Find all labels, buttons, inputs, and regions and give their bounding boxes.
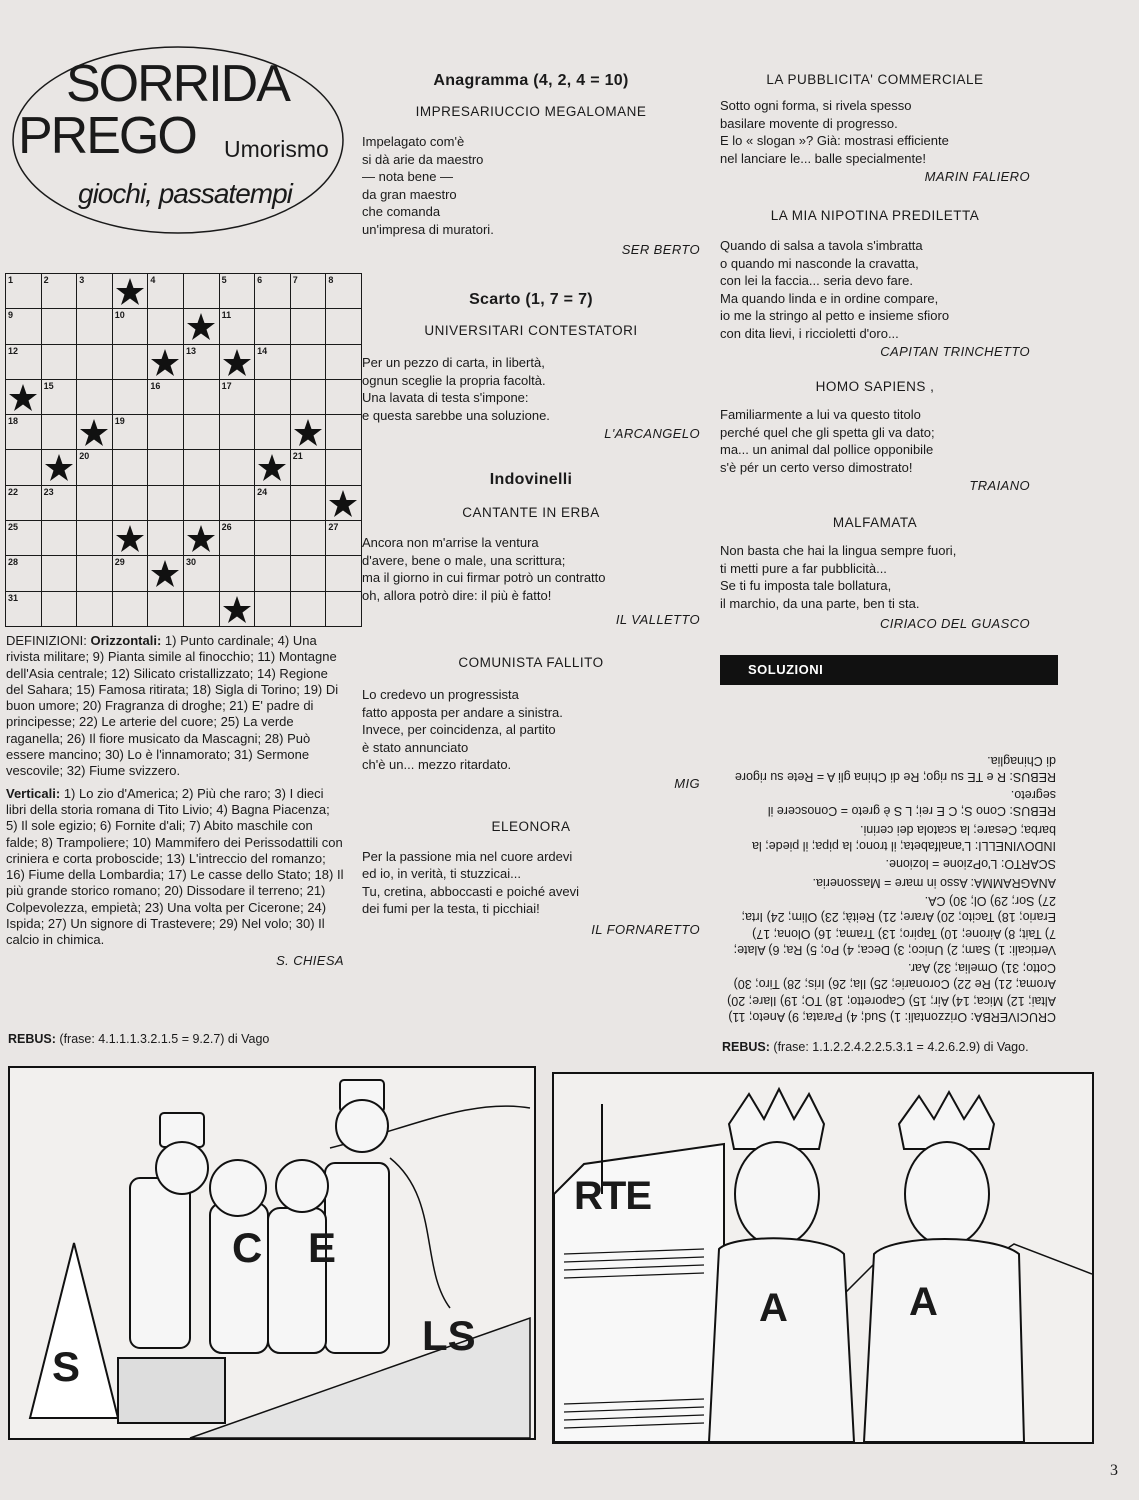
rebus-left-letter-s: S bbox=[52, 1343, 81, 1390]
grid-number: 30 bbox=[185, 557, 196, 568]
grid-number: 5 bbox=[221, 275, 227, 285]
defs-intro: DEFINIZIONI: bbox=[6, 633, 87, 648]
grid-cell-black bbox=[6, 379, 42, 414]
rebus-left-text: (frase: 4.1.1.1.3.2.1.5 = 9.2.7) di Vago bbox=[59, 1032, 270, 1046]
scarto-signature: L'ARCANGELO bbox=[604, 426, 700, 441]
grid-number: 18 bbox=[8, 416, 19, 427]
grid-cell bbox=[112, 591, 148, 626]
grid-cell bbox=[255, 556, 291, 591]
grid-cell bbox=[77, 274, 113, 309]
verse-line: nel lanciare le... balle specialmente! bbox=[720, 150, 926, 166]
grid-cell bbox=[41, 379, 77, 414]
grid-cell bbox=[148, 521, 184, 556]
verse-line: ognun sceglie la propria facoltà. bbox=[362, 372, 546, 388]
scarto-title: Scarto (1, 7 = 7) bbox=[469, 291, 593, 308]
grid-cell bbox=[77, 450, 113, 485]
grid-number: 4 bbox=[150, 275, 156, 285]
verse-line: dei fumi per la testa, ti picchiai! bbox=[362, 901, 540, 916]
solution-entry: REBUS: R e TE su rigo; Re di China gli A = Rete su rigore di Chinaglia. bbox=[734, 753, 1056, 784]
grid-number: 23 bbox=[43, 486, 54, 497]
verse-line: Lo credevo un progressista bbox=[362, 687, 519, 702]
verse-line: perché quel che gli spetta gli va dato; bbox=[720, 424, 935, 440]
verse-line: d'avere, bene o male, una scrittura; bbox=[362, 552, 566, 568]
anagramma-verse bbox=[362, 133, 700, 238]
verse-line: da gran maestro bbox=[362, 186, 457, 202]
defs-orizz-label: Orizzontali: bbox=[90, 633, 162, 648]
grid-cell bbox=[41, 521, 77, 556]
grid-cell bbox=[219, 450, 255, 485]
grid-cell bbox=[77, 379, 113, 414]
solution-entry: REBUS: Cono S; C E rei; L S è greto = Conoscere il segreto. bbox=[767, 788, 1056, 819]
grid-cell bbox=[6, 556, 42, 591]
logo-umorismo: Umorismo bbox=[224, 136, 329, 162]
grid-cell bbox=[112, 485, 148, 520]
verse-line: fatto apposta per andare a sinistra. bbox=[362, 704, 563, 720]
verse-line: basilare movente di progresso. bbox=[720, 115, 898, 131]
rebus-left-illustration bbox=[10, 1068, 534, 1438]
rebus-right-caption bbox=[722, 1040, 1062, 1054]
grid-cell bbox=[290, 591, 326, 626]
grid-cell bbox=[219, 309, 255, 344]
grid-cell bbox=[326, 521, 362, 556]
rebus-right-letter-a2: A bbox=[909, 1280, 938, 1324]
grid-cell bbox=[41, 309, 77, 344]
star-icon bbox=[222, 595, 252, 624]
grid-cell bbox=[255, 521, 291, 556]
grid-cell bbox=[148, 485, 184, 520]
grid-number: 19 bbox=[114, 416, 125, 427]
malfamata-subtitle: MALFAMATA bbox=[832, 515, 918, 530]
grid-cell bbox=[255, 309, 291, 344]
homo-verse bbox=[720, 406, 1030, 476]
grid-cell bbox=[183, 485, 219, 520]
grid-cell bbox=[326, 556, 362, 591]
grid-row bbox=[6, 274, 362, 309]
grid-number: 28 bbox=[8, 557, 19, 568]
verse-line: Per un pezzo di carta, in libertà, bbox=[362, 355, 545, 370]
grid-cell-black bbox=[148, 344, 184, 379]
logo-title-sorrida: SORRIDA bbox=[66, 55, 289, 113]
malfamata-signature: CIRIACO DEL GUASCO bbox=[880, 616, 1030, 631]
grid-cell bbox=[183, 415, 219, 450]
logo-subtitle: giochi, passatempi bbox=[78, 178, 292, 209]
grid-number: 25 bbox=[8, 522, 19, 533]
verse-line: o quando mi nasconde la cravatta, bbox=[720, 255, 919, 271]
rebus-left-panel bbox=[8, 1066, 536, 1440]
grid-cell bbox=[77, 521, 113, 556]
grid-cell bbox=[290, 521, 326, 556]
rebus-left-letter-e: E bbox=[308, 1224, 337, 1271]
grid-cell bbox=[290, 556, 326, 591]
verse-line: ed io, in verità, ti stuzzicai... bbox=[362, 866, 521, 881]
grid-number: 20 bbox=[79, 451, 90, 462]
grid-number: 29 bbox=[114, 557, 125, 568]
crossword-grid bbox=[5, 273, 362, 627]
grid-cell bbox=[219, 521, 255, 556]
rebus-left-caption bbox=[8, 1032, 269, 1046]
anagramma-title: Anagramma (4, 2, 4 = 10) bbox=[433, 72, 629, 89]
indovinelli-title: Indovinelli bbox=[489, 471, 573, 488]
grid-cell bbox=[290, 309, 326, 344]
grid-cell bbox=[290, 485, 326, 520]
verse-line: Se ti fu imposta tale bollatura, bbox=[720, 578, 892, 593]
grid-number: 13 bbox=[185, 345, 196, 356]
grid-cell bbox=[255, 591, 291, 626]
grid-cell-black bbox=[183, 309, 219, 344]
rebus-left-letter-c: C bbox=[232, 1224, 263, 1271]
grid-row bbox=[6, 309, 362, 344]
solutions-block bbox=[722, 685, 1056, 1025]
verse-line: con lei la faccia... seria devo fare. bbox=[720, 273, 913, 288]
grid-row bbox=[6, 379, 362, 414]
verse-line: Quando di salsa a tavola s'imbratta bbox=[720, 238, 923, 253]
grid-cell bbox=[219, 415, 255, 450]
star-icon bbox=[186, 524, 216, 553]
grid-cell bbox=[326, 450, 362, 485]
solution-entry: ANAGRAMMA: Asso in mare = Massoneria. bbox=[812, 875, 1056, 890]
grid-cell bbox=[255, 274, 291, 309]
star-icon bbox=[115, 277, 145, 306]
grid-cell-black bbox=[219, 591, 255, 626]
comunista-subtitle: COMUNISTA FALLITO bbox=[458, 655, 604, 670]
grid-cell-black bbox=[219, 344, 255, 379]
grid-number: 22 bbox=[8, 486, 19, 497]
star-icon bbox=[328, 489, 358, 518]
verse-line: Familiarmente a lui va questo titolo bbox=[720, 407, 921, 422]
verse-line: il marchio, da una parte, ben ti sta. bbox=[720, 595, 920, 611]
grid-cell-black bbox=[255, 450, 291, 485]
grid-number: 6 bbox=[257, 275, 263, 285]
grid-cell bbox=[41, 485, 77, 520]
star-icon bbox=[79, 418, 109, 447]
grid-cell bbox=[6, 485, 42, 520]
rebus-left-letters-ls: LS bbox=[422, 1312, 476, 1359]
grid-cell bbox=[6, 415, 42, 450]
grid-cell-black bbox=[41, 450, 77, 485]
right-column bbox=[720, 72, 1030, 685]
defs-orizz-text: 1) Punto cardinale; 4) Una rivista militare; 9) Pianta simile al finocchio; 11) Montagne dell'Asia centrale; 12) Silicato cristallizzato; 14) Regione del Sahara; 15) Famosa ritirata; 18) Sigla di Torino; 19) Di buon umore; 20) Fragranza di droghe; 21) E' padre di principesse; 22) Le arterie del cuore; 25) La verde raganella; 26) Il fiore musicato da Mascagni; 28) Può essere mancino; 30) Lo è l'innamorato; 31) Sermone vescovile; 32) Fiume svizzero. bbox=[6, 633, 339, 779]
grid-number: 2 bbox=[43, 275, 49, 285]
grid-cell bbox=[41, 556, 77, 591]
malfamata-verse bbox=[720, 542, 1030, 612]
rebus-left-label: REBUS: bbox=[8, 1032, 56, 1046]
solution-entry: Verticali: 1) Sam; 2) Unico; 3) Deca; 4) Po; 5) Ra; 6) Alate; 7) Tait; 8) Airone; 10) Tapiro; 13) Trama; 16) Olona; 17) Erario; 18) Tacito; 20) Arare; 21) Reità; 23) Olim; 24) Irta; 27) Sor; 29) Ol; 30) CA. bbox=[733, 893, 1056, 957]
grid-cell-black bbox=[77, 415, 113, 450]
pubblicita-verse bbox=[720, 97, 1030, 167]
grid-cell bbox=[41, 274, 77, 309]
grid-cell bbox=[41, 415, 77, 450]
comunista-signature: MIG bbox=[674, 775, 700, 791]
star-icon bbox=[186, 312, 216, 341]
defs-vert-text: 1) Lo zio d'America; 2) Più che raro; 3) I dieci libri della storia romana di Tito Livio; 4) Bagna Piacenza; 5) Il sole egizio; 6) Fornite d'ali; 7) Abito maschile con falde; 8) Trampoliere; 10) Mammifero dei Perissodattili con criniera e corta proboscide; 13) L'intreccio del romanzo; 16) Fiume della Lombardia; 17) Le casse dello Stato; 18) Il più grande storico romano; 20) Dissodare il terreno; 21) Colpevolezza, empietà; 23) Una volta per Cicerone; 24) Ispida; 27) Un signore di Trastevere; 29) Nel volo; 30) Il calcio in chimica. bbox=[6, 785, 344, 948]
star-icon bbox=[115, 524, 145, 553]
rebus-right-text: (frase: 1.1.2.2.4.2.2.5.3.1 = 4.2.6.2.9) di Vago. bbox=[773, 1040, 1029, 1054]
grid-cell bbox=[148, 309, 184, 344]
verse-line: Impelagato com'è bbox=[362, 134, 465, 149]
cantante-signature: IL VALLETTO bbox=[615, 612, 700, 627]
grid-number: 10 bbox=[114, 310, 125, 321]
grid-row bbox=[6, 415, 362, 450]
homo-signature: TRAIANO bbox=[969, 478, 1030, 493]
grid-number: 17 bbox=[221, 380, 232, 391]
grid-cell bbox=[326, 415, 362, 450]
grid-cell bbox=[6, 274, 42, 309]
grid-cell bbox=[183, 556, 219, 591]
grid-row bbox=[6, 521, 362, 556]
middle-column bbox=[362, 72, 700, 937]
grid-number: 24 bbox=[257, 486, 268, 497]
grid-row bbox=[6, 485, 362, 520]
grid-cell bbox=[77, 309, 113, 344]
star-icon bbox=[8, 383, 38, 412]
grid-cell bbox=[290, 450, 326, 485]
rebus-right-illustration bbox=[554, 1074, 1092, 1442]
grid-number: 8 bbox=[328, 275, 334, 285]
grid-cell bbox=[219, 379, 255, 414]
star-icon bbox=[150, 559, 180, 588]
grid-number: 12 bbox=[8, 345, 19, 356]
grid-cell bbox=[219, 274, 255, 309]
verse-line: Invece, per coincidenza, al partito bbox=[362, 722, 556, 737]
grid-cell-black bbox=[326, 485, 362, 520]
grid-cell bbox=[41, 591, 77, 626]
grid-cell bbox=[255, 379, 291, 414]
defs-signature: S. CHIESA bbox=[276, 952, 344, 968]
cantante-verse bbox=[362, 534, 700, 604]
eleonora-subtitle: ELEONORA bbox=[491, 818, 571, 834]
grid-number: 31 bbox=[8, 592, 19, 603]
grid-cell bbox=[290, 274, 326, 309]
grid-number: 15 bbox=[43, 380, 54, 391]
anagramma-subtitle: IMPRESARIUCCIO MEGALOMANE bbox=[415, 104, 647, 119]
grid-cell bbox=[255, 344, 291, 379]
nipotina-subtitle: LA MIA NIPOTINA PREDILETTA bbox=[770, 208, 980, 223]
grid-cell bbox=[77, 344, 113, 379]
grid-cell bbox=[112, 556, 148, 591]
grid-cell bbox=[183, 379, 219, 414]
grid-cell bbox=[77, 591, 113, 626]
verse-line: oh, allora potrò dire: il più è fatto! bbox=[362, 587, 552, 603]
star-icon bbox=[293, 418, 323, 447]
grid-cell bbox=[77, 556, 113, 591]
grid-cell bbox=[183, 274, 219, 309]
grid-number: 1 bbox=[8, 275, 14, 285]
grid-cell-black bbox=[148, 556, 184, 591]
verse-line: ti metti pure a far pubblicità... bbox=[720, 560, 887, 576]
rebus-right-letter-a1: A bbox=[759, 1286, 788, 1330]
grid-cell bbox=[112, 344, 148, 379]
nipotina-signature: CAPITAN TRINCHETTO bbox=[880, 344, 1030, 359]
comunista-verse bbox=[362, 686, 700, 774]
eleonora-verse bbox=[362, 848, 700, 918]
homo-subtitle: HOMO SAPIENS , bbox=[815, 379, 935, 394]
eleonora-signature: IL FORNARETTO bbox=[591, 921, 700, 937]
grid-cell bbox=[148, 415, 184, 450]
grid-cell bbox=[183, 450, 219, 485]
crossword-definitions bbox=[6, 633, 344, 969]
grid-cell bbox=[6, 344, 42, 379]
grid-number: 7 bbox=[292, 275, 298, 285]
grid-cell-black bbox=[290, 415, 326, 450]
grid-number: 11 bbox=[221, 310, 232, 321]
verse-line: con dita lievi, i riccioletti d'oro... bbox=[720, 325, 899, 341]
grid-cell bbox=[255, 485, 291, 520]
pubblicita-subtitle: LA PUBBLICITA' COMMERCIALE bbox=[766, 72, 984, 87]
page-number: 3 bbox=[1110, 1462, 1118, 1479]
grid-row bbox=[6, 556, 362, 591]
rebus-right-panel bbox=[552, 1072, 1094, 1444]
verse-line: io me la stringo al petto e insieme sfioro bbox=[720, 308, 950, 323]
grid-cell bbox=[6, 450, 42, 485]
grid-cell bbox=[326, 591, 362, 626]
grid-cell bbox=[326, 274, 362, 309]
solution-entry: CRUCIVERBA: Orizzontali: 1) Sud; 4) Parata; 9) Aneto; 11) Altai; 12) Mica; 14) Air; 15) Caporetto; 18) TO; 19) Ilare; 20) Aroma; 21) Re 22) Coronarie; 25) Ila; 26) Iris; 28) Tiro; 30) Cotto; 31) Omelia; 32) Aar. bbox=[727, 961, 1056, 1024]
grid-cell bbox=[219, 556, 255, 591]
verse-line: ma... un animal dal pollice opponibile bbox=[720, 442, 934, 457]
verse-line: è stato annunciato bbox=[362, 739, 469, 755]
verse-line: un'impresa di muratori. bbox=[362, 221, 494, 237]
grid-cell bbox=[183, 591, 219, 626]
verse-line: E lo « slogan »? Già: mostrasi efficiente bbox=[720, 133, 949, 148]
defs-vert-label: Verticali: bbox=[6, 785, 61, 801]
grid-row bbox=[6, 591, 362, 626]
verse-line: — nota bene — bbox=[362, 169, 454, 184]
verse-line: Una lavata di testa s'impone: bbox=[362, 390, 529, 405]
verse-line: si dà arie da maestro bbox=[362, 151, 484, 167]
grid-number: 3 bbox=[79, 275, 85, 285]
grid-number: 26 bbox=[221, 522, 232, 533]
grid-cell bbox=[41, 344, 77, 379]
grid-cell bbox=[112, 415, 148, 450]
grid-cell bbox=[112, 309, 148, 344]
scarto-verse bbox=[362, 354, 700, 424]
pubblicita-signature: MARIN FALIERO bbox=[924, 169, 1030, 184]
star-icon bbox=[150, 348, 180, 377]
grid-cell bbox=[148, 450, 184, 485]
grid-cell bbox=[77, 485, 113, 520]
grid-number: 27 bbox=[328, 522, 339, 533]
verse-line: s'è pér un certo verso dimostrato! bbox=[720, 459, 913, 475]
verse-line: ma il giorno in cui firmar potrò un contratto bbox=[362, 570, 606, 585]
grid-number: 9 bbox=[8, 310, 14, 321]
grid-cell bbox=[6, 591, 42, 626]
grid-cell bbox=[290, 379, 326, 414]
scarto-subtitle: UNIVERSITARI CONTESTATORI bbox=[424, 323, 638, 338]
grid-cell-black bbox=[183, 521, 219, 556]
grid-cell bbox=[148, 274, 184, 309]
grid-cell bbox=[6, 521, 42, 556]
grid-cell bbox=[326, 379, 362, 414]
grid-cell bbox=[255, 415, 291, 450]
grid-cell-black bbox=[112, 521, 148, 556]
grid-number: 21 bbox=[292, 451, 303, 462]
grid-cell bbox=[112, 450, 148, 485]
solution-entry: SCARTO: L'oPzione = lozione. bbox=[885, 857, 1056, 872]
grid-cell bbox=[183, 344, 219, 379]
grid-cell bbox=[219, 485, 255, 520]
soluzioni-header: SOLUZIONI bbox=[720, 655, 1058, 685]
verse-line: Sotto ogni forma, si rivela spesso bbox=[720, 98, 912, 113]
rebus-right-label: REBUS: bbox=[722, 1040, 770, 1054]
star-icon bbox=[222, 348, 252, 377]
verse-line: che comanda bbox=[362, 204, 441, 219]
cantante-subtitle: CANTANTE IN ERBA bbox=[462, 505, 600, 520]
logo bbox=[8, 42, 348, 238]
verse-line: Tu, cretina, abboccasti e poiché avevi bbox=[362, 883, 580, 899]
star-icon bbox=[44, 453, 74, 482]
verse-line: ch'è un... mezzo ritardato. bbox=[362, 757, 512, 772]
grid-cell bbox=[326, 309, 362, 344]
verse-line: Non basta che hai la lingua sempre fuori, bbox=[720, 543, 957, 558]
solution-entry: INDOVINELLI: L'analfabeta; il trono; la pipa; il piede; la barba; Cesare; la scatola dei cerini. bbox=[752, 822, 1056, 854]
grid-row bbox=[6, 450, 362, 485]
grid-cell bbox=[326, 344, 362, 379]
grid-number: 16 bbox=[150, 380, 161, 391]
star-icon bbox=[257, 453, 287, 482]
grid-number: 14 bbox=[257, 345, 268, 356]
rebus-right-letters-rte: RTE bbox=[574, 1174, 651, 1218]
verse-line: Per la passione mia nel cuore ardevi bbox=[362, 848, 573, 864]
grid-cell bbox=[112, 379, 148, 414]
grid-cell bbox=[148, 591, 184, 626]
logo-title-prego: PREGO bbox=[18, 107, 196, 165]
grid-cell bbox=[6, 309, 42, 344]
grid-cell-black bbox=[112, 274, 148, 309]
grid-cell bbox=[290, 344, 326, 379]
grid-row bbox=[6, 344, 362, 379]
verse-line: Ancora non m'arrise la ventura bbox=[362, 535, 539, 550]
grid-cell bbox=[148, 379, 184, 414]
verse-line: e questa sarebbe una soluzione. bbox=[362, 407, 550, 423]
anagramma-signature: SER BERTO bbox=[621, 242, 700, 257]
verse-line: Ma quando linda e in ordine compare, bbox=[720, 290, 939, 306]
nipotina-verse bbox=[720, 237, 1030, 342]
